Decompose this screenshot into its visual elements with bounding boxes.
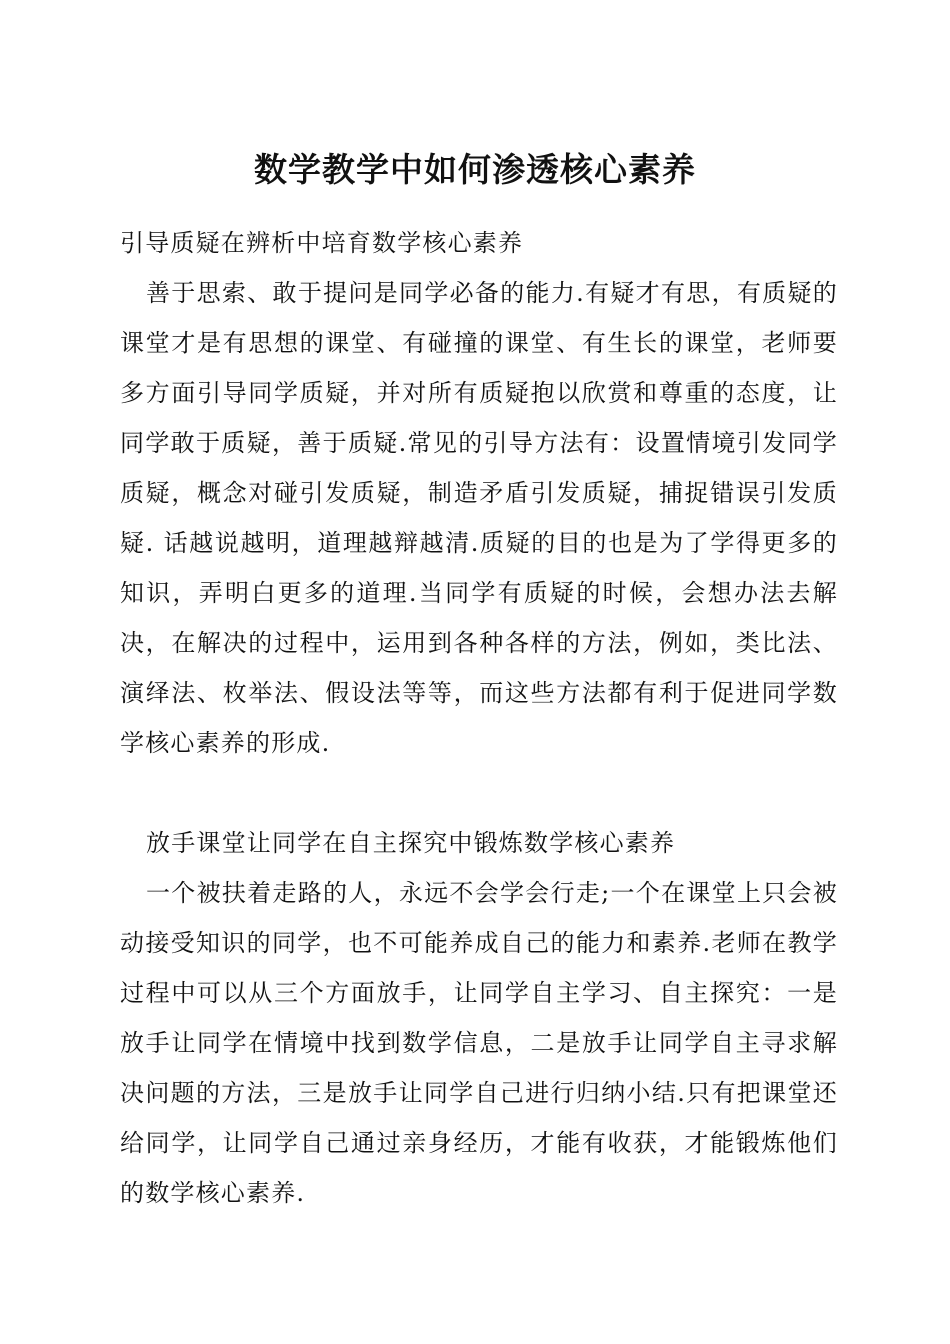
section-paragraph-1: 善于思索、敢于提问是同学必备的能力.有疑才有思，有质疑的课堂才是有思想的课堂、有碰撞的课堂、有生长的课堂，老师要多方面引导同学质疑，并对所有质疑抱以欣赏和尊重的态度，让同学敢于质疑，善于质疑.常见的引导方法有：设置情境引发同学质疑，概念对碰引发质疑，制造矛盾引发质疑，捕捉错误引发质疑. 话越说越明，道理越辩越清.质疑的目的也是为了学得更多的知识，弄明白更多的道理.当同学有质疑的时候，会想办法去解决，在解决的过程中，运用到各种各样的方法，例如，类比法、演绎法、枚举法、假设法等等，而这些方法都有利于促进同学数学核心素养的形成. — [120, 279, 838, 757]
section-heading-2: 放手课堂让同学在自主探究中锻炼数学核心素养 — [146, 829, 676, 857]
document-title: 数学教学中如何渗透核心素养 — [254, 150, 696, 189]
section-heading-1: 引导质疑在辨析中培育数学核心素养 — [120, 229, 524, 257]
section-paragraph-2: 一个被扶着走路的人，永远不会学会行走;一个在课堂上只会被动接受知识的同学，也不可能养成自己的能力和素养.老师在教学过程中可以从三个方面放手，让同学自主学习、自主探究：一是放手让同学在情境中找到数学信息，二是放手让同学自主寻求解决问题的方法，三是放手让同学自己进行归纳小结.只有把课堂还给同学，让同学自己通过亲身经历，才能有收获，才能锻炼他们的数学核心素养. — [120, 879, 838, 1207]
